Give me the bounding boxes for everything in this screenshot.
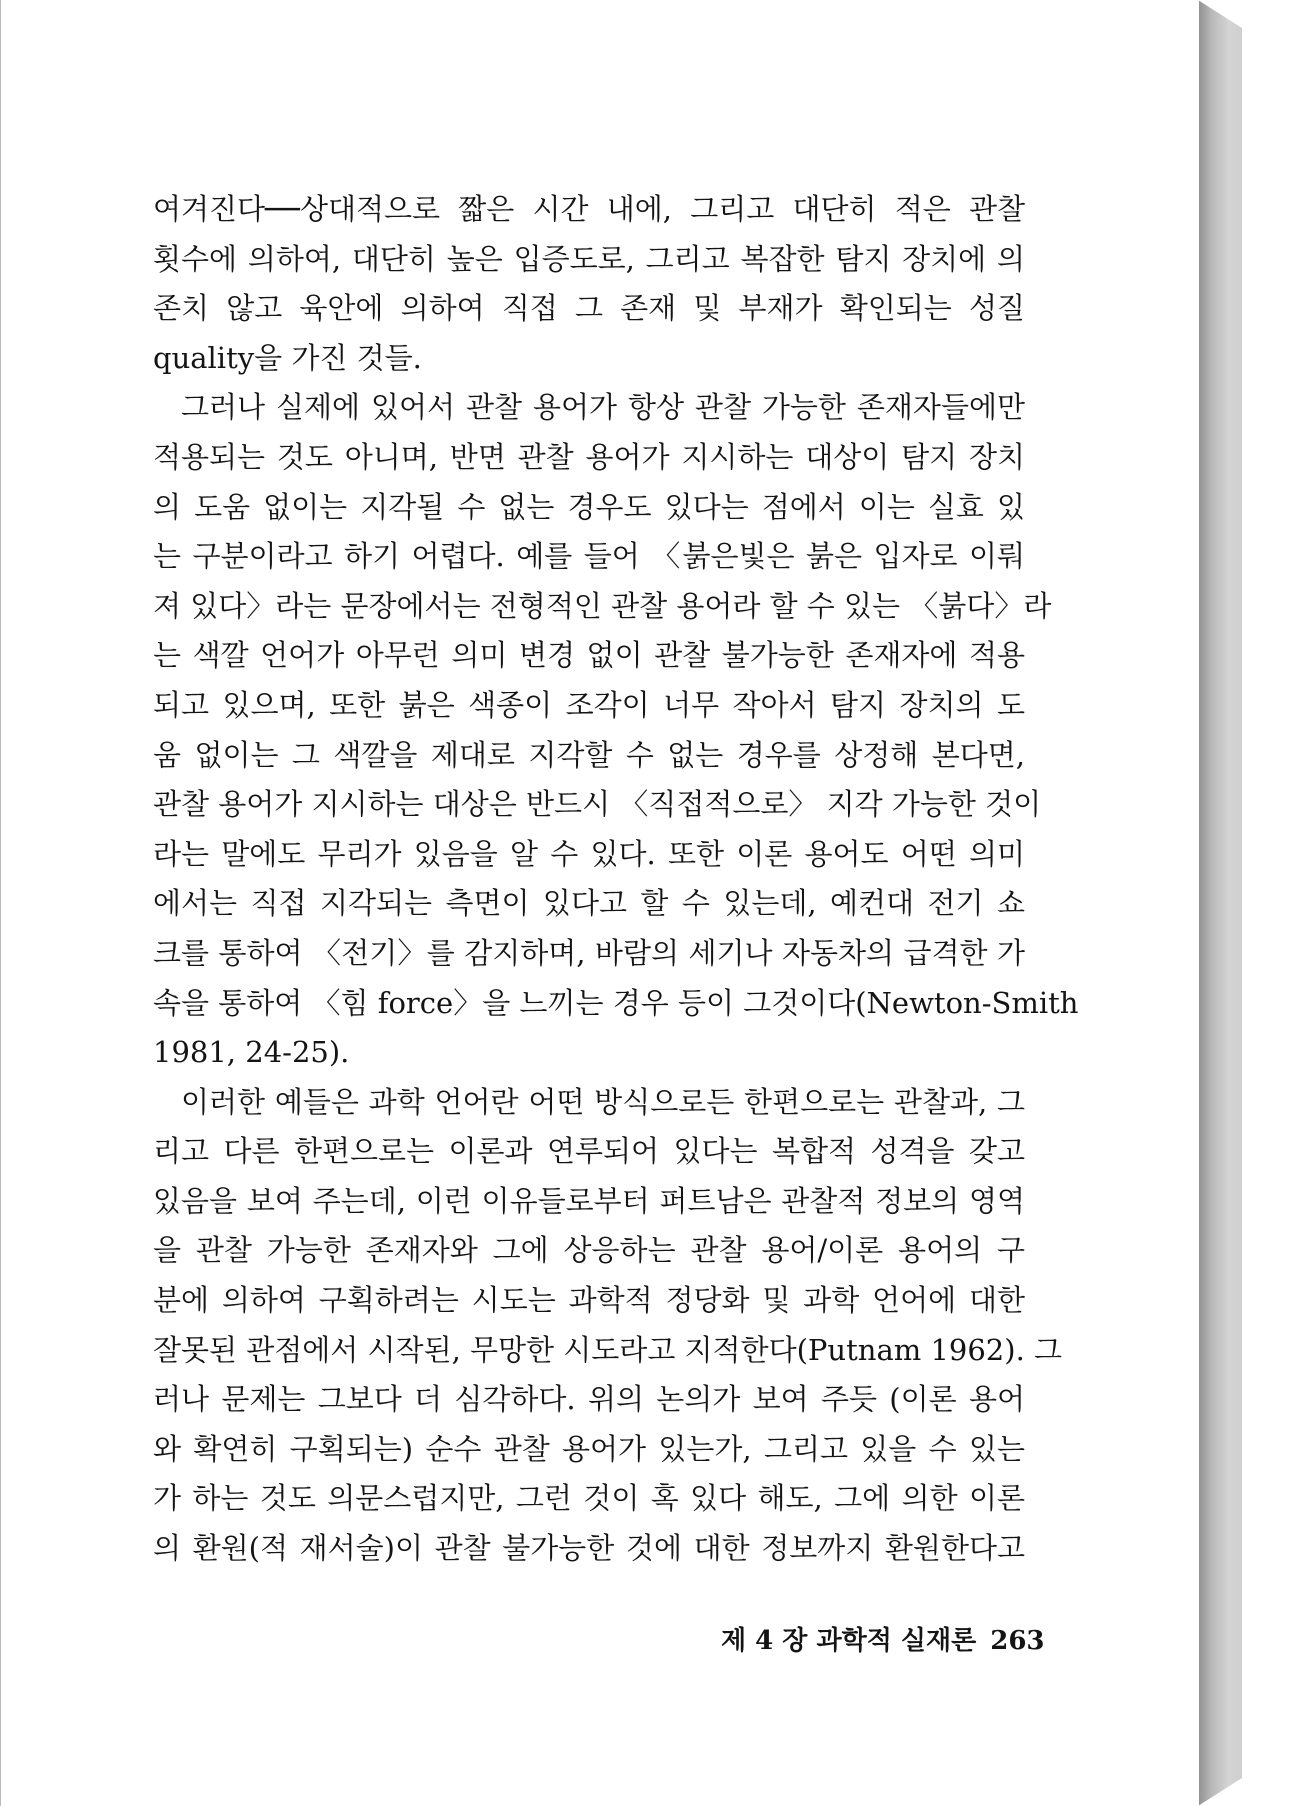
text-line: 져 있다〉라는 문장에서는 전형적인 관찰 용어라 할 수 있는 〈붉다〉라 <box>153 588 1052 623</box>
text-line: 분에 의하여 구획하려는 시도는 과학적 정당화 및 과학 언어에 대한 <box>153 1283 1025 1318</box>
text-line: 크를 통하여 〈전기〉를 감지하며, 바람의 세기나 자동차의 급격한 가 <box>153 935 1025 970</box>
page-edge <box>1198 0 1242 1806</box>
text-line: 되고 있으며, 또한 붉은 색종이 조각이 너무 작아서 탐지 장치의 도 <box>153 687 1025 722</box>
text-line: 그러나 실제에 있어서 관찰 용어가 항상 관찰 가능한 존재자들에만 <box>181 390 1025 425</box>
text-line: 는 구분이라고 하기 어렵다. 예를 들어 〈붉은빛은 붉은 입자로 이뤄 <box>153 539 1025 574</box>
text-line: 1981, 24-25). <box>153 1035 350 1070</box>
text-line: 을 관찰 가능한 존재자와 그에 상응하는 관찰 용어/이론 용어의 구 <box>153 1233 1025 1268</box>
text-line: 와 확연히 구획되는) 순수 관찰 용어가 있는가, 그리고 있을 수 있는 <box>153 1431 1025 1466</box>
text-line: 횟수에 의하여, 대단히 높은 입증도로, 그리고 복잡한 탐지 장치에 의 <box>153 241 1025 276</box>
text-line: quality을 가진 것들. <box>153 340 422 375</box>
text-line: 가 하는 것도 의문스럽지만, 그런 것이 혹 있다 해도, 그에 의한 이론 <box>153 1481 1025 1516</box>
text-line: 리고 다른 한편으로는 이론과 연루되어 있다는 복합적 성격을 갖고 <box>153 1134 1025 1169</box>
text-line: 있음을 보여 주는데, 이런 이유들로부터 퍼트남은 관찰적 정보의 영역 <box>153 1183 1025 1218</box>
text-line: 관찰 용어가 지시하는 대상은 반드시 〈직접적으로〉 지각 가능한 것이 <box>153 787 1042 822</box>
text-line: 에서는 직접 지각되는 측면이 있다고 할 수 있는데, 예컨대 전기 쇼 <box>153 886 1025 921</box>
text-line: 러나 문제는 그보다 더 심각하다. 위의 논의가 보여 주듯 (이론 용어 <box>153 1382 1025 1417</box>
page-footer <box>721 1620 1045 1657</box>
text-line: 존치 않고 육안에 의하여 직접 그 존재 및 부재가 확인되는 성질 <box>153 291 1025 326</box>
text-line: 라는 말에도 무리가 있음을 알 수 있다. 또한 이론 용어도 어떤 의미 <box>153 836 1025 871</box>
text-line: 는 색깔 언어가 아무런 의미 변경 없이 관찰 불가능한 존재자에 적용 <box>153 638 1025 673</box>
text-line: 의 도움 없이는 지각될 수 없는 경우도 있다는 점에서 이는 실효 있 <box>153 489 1025 524</box>
text-line: 이러한 예들은 과학 언어란 어떤 방식으로든 한편으로는 관찰과, 그 <box>181 1084 1025 1119</box>
page-number: 263 <box>990 1626 1045 1656</box>
body-text <box>153 185 1079 1574</box>
text-line: 움 없이는 그 색깔을 제대로 지각할 수 없는 경우를 상정해 본다면, <box>153 737 1025 772</box>
text-line: 의 환원(적 재서술)이 관찰 불가능한 것에 대한 정보까지 환원한다고 <box>153 1531 1025 1566</box>
text-line: 속을 통하여 〈힘 force〉을 느끼는 경우 등이 그것이다(Newton-Smith <box>153 985 1079 1020</box>
text-line: 여겨진다──상대적으로 짧은 시간 내에, 그리고 대단히 적은 관찰 <box>153 192 1025 226</box>
text-line: 적용되는 것도 아니며, 반면 관찰 용어가 지시하는 대상이 탐지 장치 <box>153 439 1025 474</box>
text-line: 잘못된 관점에서 시작된, 무망한 시도라고 지적한다(Putnam 1962). 그 <box>153 1332 1063 1367</box>
running-footer-chapter: 제 4 장 과학적 실재론 <box>721 1626 977 1656</box>
